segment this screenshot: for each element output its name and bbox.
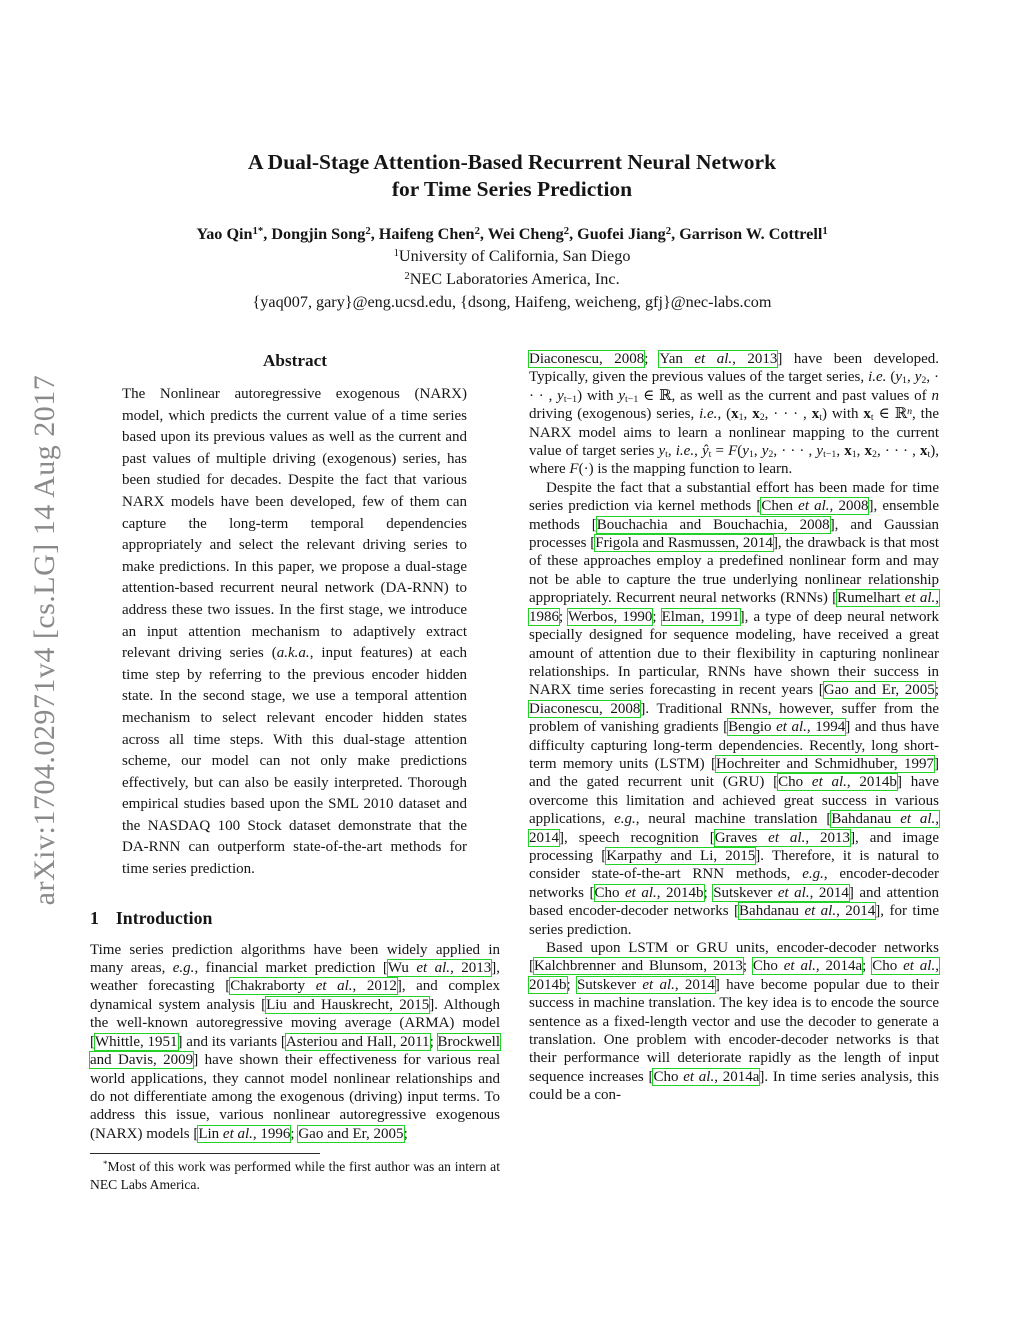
citation-link[interactable]: Brockwell and Davis, 2009 bbox=[90, 1033, 500, 1069]
citation-link[interactable]: Chakraborty et al., 2012 bbox=[230, 978, 397, 995]
citation-link[interactable]: Asteriou and Hall, 2011 bbox=[285, 1033, 430, 1050]
citation-link[interactable]: Graves et al., 2013 bbox=[714, 829, 851, 846]
citation-link[interactable]: Werbos, 1990 bbox=[568, 608, 653, 625]
citation-link[interactable]: Whittle, 1951 bbox=[95, 1033, 178, 1050]
right-paragraph-1: Diaconescu, 2008; Yan et al., 2013] have been developed. Typically, given the previous values of the target series, i.e. (y1, y2, · · · , yt−1) with yt−1 ∈ ℝ, as well as the current and past values of n driving (exogenous) series, i.e., (x1, x2, · · · , xt) with xt ∈ ℝ$^n$, the NARX model aims to learn a nonlinear mapping to the current value of target series yt, i.e., ŷt = F(y1, y2, · · · , yt−1, x1, x2, · · · , xt), where F(·) is the mapping function to learn. bbox=[529, 351, 940, 478]
paper-title bbox=[0, 149, 1024, 203]
author-emails: {yaq007, gary}@eng.ucsd.edu, {dsong, Haifeng, weicheng, gfj}@nec-labs.com bbox=[252, 293, 772, 311]
citation-link[interactable]: Bengio et al., 1994 bbox=[728, 719, 846, 736]
section-number: 1 bbox=[90, 907, 99, 928]
citation-link[interactable]: Chen et al., 2008 bbox=[761, 498, 869, 515]
affiliation-ucsd: $^1$University of California, San Diego bbox=[393, 247, 631, 265]
section-heading-introduction bbox=[90, 908, 500, 929]
citation-link[interactable]: Bahdanau et al., 2014 bbox=[739, 903, 876, 920]
two-column-body bbox=[90, 350, 938, 1194]
citation-link[interactable]: Lin et al., 1996 bbox=[198, 1125, 291, 1142]
citation-link[interactable]: Rumelhart et al., 1986 bbox=[529, 590, 940, 625]
citation-link[interactable]: Cho et al., 2014b bbox=[529, 958, 939, 993]
citation-link[interactable]: Diaconescu, 2008 bbox=[529, 351, 645, 367]
citation-link[interactable]: Wu et al., 2013 bbox=[387, 960, 492, 977]
left-column bbox=[90, 350, 500, 1194]
citation-link[interactable]: Sutskever et al., 2014 bbox=[576, 976, 715, 993]
citation-link[interactable]: Cho et al., 2014b bbox=[594, 884, 704, 901]
citation-link[interactable]: Bouchachia and Bouchachia, 2008 bbox=[596, 516, 830, 533]
citation-link[interactable]: Frigola and Rasmussen, 2014 bbox=[595, 535, 773, 552]
paper-header bbox=[0, 0, 1024, 314]
citation-link[interactable]: Karpathy and Li, 2015 bbox=[606, 847, 756, 864]
citation-link[interactable]: Cho et al., 2014a bbox=[752, 958, 863, 975]
right-paragraph-3: Based upon LSTM or GRU units, encoder-decoder networks [Kalchbrenner and Blunsom, 2013; Cho et al., 2014a; Cho et al., 2014b; Sutskever et al., 2014] have become popular due to their success in machine translation. The key idea is to encode the source sentence as a fixed-length vector and use the decoder to generate a translation. One problem with encoder-decoder networks is that their performance will deteriorate rapidly as the length of input sequence increases [Cho et al., 2014a]. In time series analysis, this could be a con- bbox=[529, 940, 939, 1104]
citation-link[interactable]: Gao and Er, 2005 bbox=[298, 1125, 404, 1142]
citation-link[interactable]: Bahdanau et al., 2014 bbox=[529, 811, 940, 846]
citation-link[interactable]: Yan et al., 2013 bbox=[659, 351, 778, 367]
citation-link[interactable]: Hochreiter and Schmidhuber, 1997 bbox=[716, 755, 934, 772]
paper-title-line-2: for Time Series Prediction bbox=[391, 177, 633, 201]
abstract-heading: Abstract bbox=[263, 351, 327, 370]
abstract-block bbox=[90, 384, 500, 881]
citation-link[interactable]: Cho et al., 2014b bbox=[778, 774, 897, 791]
citation-link[interactable]: Gao and Er, 2005 bbox=[823, 682, 935, 699]
authors-line: Yao Qin$^{1*}$, Dongjin Song$^2$, Haifeng Chen$^2$, Wei Cheng$^2$, Guofei Jiang$^2$, Garrison W. Cottrell$^1$ bbox=[196, 225, 828, 243]
citation-link[interactable]: Liu and Hauskrecht, 2015 bbox=[266, 996, 430, 1013]
arxiv-watermark: arXiv:1704.02971v4 [cs.LG] 14 Aug 2017 bbox=[28, 374, 61, 906]
citation-link[interactable]: Cho et al., 2014a bbox=[653, 1068, 760, 1085]
section-title: Introduction bbox=[115, 907, 213, 928]
right-column bbox=[529, 350, 939, 1194]
footnote-text: *Most of this work was performed while the first author was an intern at NEC Labs America. bbox=[90, 1159, 500, 1192]
right-paragraph-2: Despite the fact that a substantial effort has been made for time series prediction via kernel methods [Chen et al., 2008], ensemble methods [Bouchachia and Bouchachia, 2008], and Gaussian processes [Frigola and Rasmussen, 2014], the drawback is that most of these approaches employ a predefined nonlinear form and may not be able to capture the true underlying nonlinear relationship appropriately. Recurrent neural networks (RNNs) [Rumelhart et al., 1986; Werbos, 1990; Elman, 1991], a type of deep neural network specially designed for sequence modeling, have received a great amount of attention due to their flexibility in capturing nonlinear relationships. In particular, RNNs have shown their success in NARX time series forecasting in recent years [Gao and Er, 2005; Diaconescu, 2008]. Traditional RNNs, however, suffer from the problem of vanishing gradients [Bengio et al., 1994] and thus have difficulty capturing long-term dependencies. Recently, long short-term memory units (LSTM) [Hochreiter and Schmidhuber, 1997] and the gated recurrent unit (GRU) [Cho et al., 2014b] have overcome this limitation and achieved great success in various applications, e.g., neural machine translation [Bahdanau et al., 2014], speech recognition [Graves et al., 2013], and image processing [Karpathy and Li, 2015]. Therefore, it is natural to consider state-of-the-art RNN methods, e.g., encoder-decoder networks [Cho et al., 2014b; Sutskever et al., 2014] and attention based encoder-decoder networks [Bahdanau et al., 2014], for time series prediction. bbox=[529, 479, 940, 938]
citation-link[interactable]: Sutskever et al., 2014 bbox=[713, 884, 849, 901]
intro-paragraph: Time series prediction algorithms have been widely applied in many areas, e.g., financial market prediction [Wu et al., 2013], weather forecasting [Chakraborty et al., 2012], and complex dynamical system analysis [Liu and Hauskrecht, 2015]. Although the well-known autoregressive moving average (ARMA) model [Whittle, 1951] and its variants [Asteriou and Hall, 2011; Brockwell and Davis, 2009] have shown their effectiveness for various real world applications, they cannot model nonlinear relationships and do not differentiate among the exogenous (driving) input terms. To address this issue, various nonlinear autoregressive exogenous (NARX) models [Lin et al., 1996; Gao and Er, 2005; bbox=[90, 941, 500, 1142]
abstract-text: The Nonlinear autoregressive exogenous (NARX) model, which predicts the current value of a time series based upon its previous values as well as the current and past values of multiple driving (exogenous) series, has been studied for decades. Despite the fact that various NARX models have been developed, few of them can capture the long-term temporal dependencies appropriately and select the relevant driving series to make predictions. In this paper, we propose a dual-stage attention-based recurrent neural network (DA-RNN) to address these two issues. In the first stage, we introduce an input attention mechanism to adaptively extract relevant driving series (a.k.a., input features) at each time step by referring to the previous encoder hidden state. In the second stage, we use a temporal attention mechanism to select relevant encoder hidden states across all time steps. With this dual-stage attention scheme, our model can not only make predictions effectively, but can also be easily interpreted. Thorough empirical studies based upon the SML 2010 dataset and the NASDAQ 100 Stock dataset demonstrate that the DA-RNN can outperform state-of-the-art methods for time series prediction. bbox=[122, 386, 467, 878]
citation-link[interactable]: Kalchbrenner and Blunsom, 2013 bbox=[534, 958, 743, 975]
citation-link[interactable]: Elman, 1991 bbox=[661, 608, 740, 625]
citation-link[interactable]: Diaconescu, 2008 bbox=[529, 700, 641, 717]
paper-title-line-1: A Dual-Stage Attention-Based Recurrent Neural Network bbox=[247, 150, 777, 174]
affiliation-nec: $^2$NEC Laboratories America, Inc. bbox=[404, 270, 620, 288]
footnote-separator bbox=[90, 1153, 320, 1154]
